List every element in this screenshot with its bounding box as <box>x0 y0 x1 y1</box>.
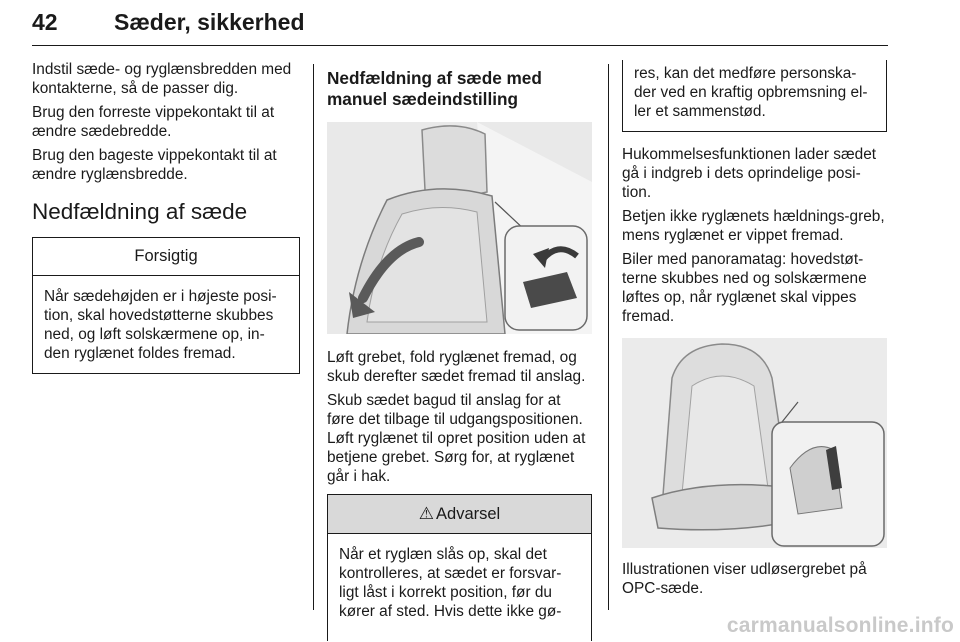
column-3 <box>622 60 887 603</box>
subsection-heading: Nedfældning af sæde med manuel sædeindstilling <box>327 68 542 109</box>
column-2 <box>327 64 592 641</box>
warning-text: Når et ryglæn slås op, skal det kontrolleres, at sædet er forsvar-ligt låst i korrekt position, før du kører af sted. Hvis dette ikke gø- <box>339 546 562 620</box>
paragraph: Biler med panoramatag: hovedstøt-terne skubbes ned og solskærmene løftes op, når ryglænet skal vippes fremad. <box>622 251 867 325</box>
warning-title-label: Advarsel <box>436 505 501 523</box>
caution-text: Når sædehøjden er i højeste posi-tion, skal hovedstøtterne skubbes ned, og løft solskærmene op, in-den ryglænet foldes fremad. <box>44 288 277 362</box>
warning-box-continued <box>622 60 887 132</box>
paragraph: Indstil sæde- og ryglænsbredden med kontakterne, så de passer dig. <box>32 61 292 97</box>
header-rule <box>32 45 888 46</box>
seat-fold-image <box>327 122 592 334</box>
paragraph: Betjen ikke ryglænets hældnings-greb, mens ryglænet er vippet fremad. <box>622 208 885 244</box>
caution-box <box>32 237 300 374</box>
figure-caption: Illustrationen viser udløsergrebet på OPC-sæde. <box>622 561 867 597</box>
page-header <box>32 2 888 46</box>
page-title: Sæder, sikkerhed <box>114 9 305 35</box>
warning-box <box>327 494 592 641</box>
section-heading: Nedfældning af sæde <box>32 199 248 224</box>
paragraph: Brug den bageste vippekontakt til at ændre ryglænsbredde. <box>32 147 277 183</box>
paragraph: Skub sædet bagud til anslag for at føre det tilbage til udgangspositionen. Løft ryglænet til opret position uden at betjene grebet. Sørg for, at ryglænet går i hak. <box>327 392 586 485</box>
paragraph: Brug den forreste vippekontakt til at ændre sædebredde. <box>32 104 275 140</box>
column-1 <box>32 60 300 374</box>
column-divider <box>608 64 609 610</box>
warning-title <box>328 495 591 534</box>
page-number: 42 <box>32 9 58 35</box>
warning-icon: ⚠ <box>418 504 435 523</box>
opc-seat-image <box>622 338 887 548</box>
caution-title: Forsigtig <box>33 238 299 276</box>
opc-seat-illustration <box>622 338 887 548</box>
paragraph: Løft grebet, fold ryglænet fremad, og skub derefter sædet fremad til anslag. <box>327 349 586 385</box>
watermark: carmanualsonline.info <box>726 614 954 637</box>
column-divider <box>313 64 314 610</box>
seat-fold-illustration <box>327 122 592 334</box>
paragraph: Hukommelsesfunktionen lader sædet gå i indgreb i dets oprindelige posi-tion. <box>622 146 877 201</box>
warning-text-continued: res, kan det medføre personska-der ved en kraftig opbremsning el-ler et sammenstød. <box>634 65 868 120</box>
